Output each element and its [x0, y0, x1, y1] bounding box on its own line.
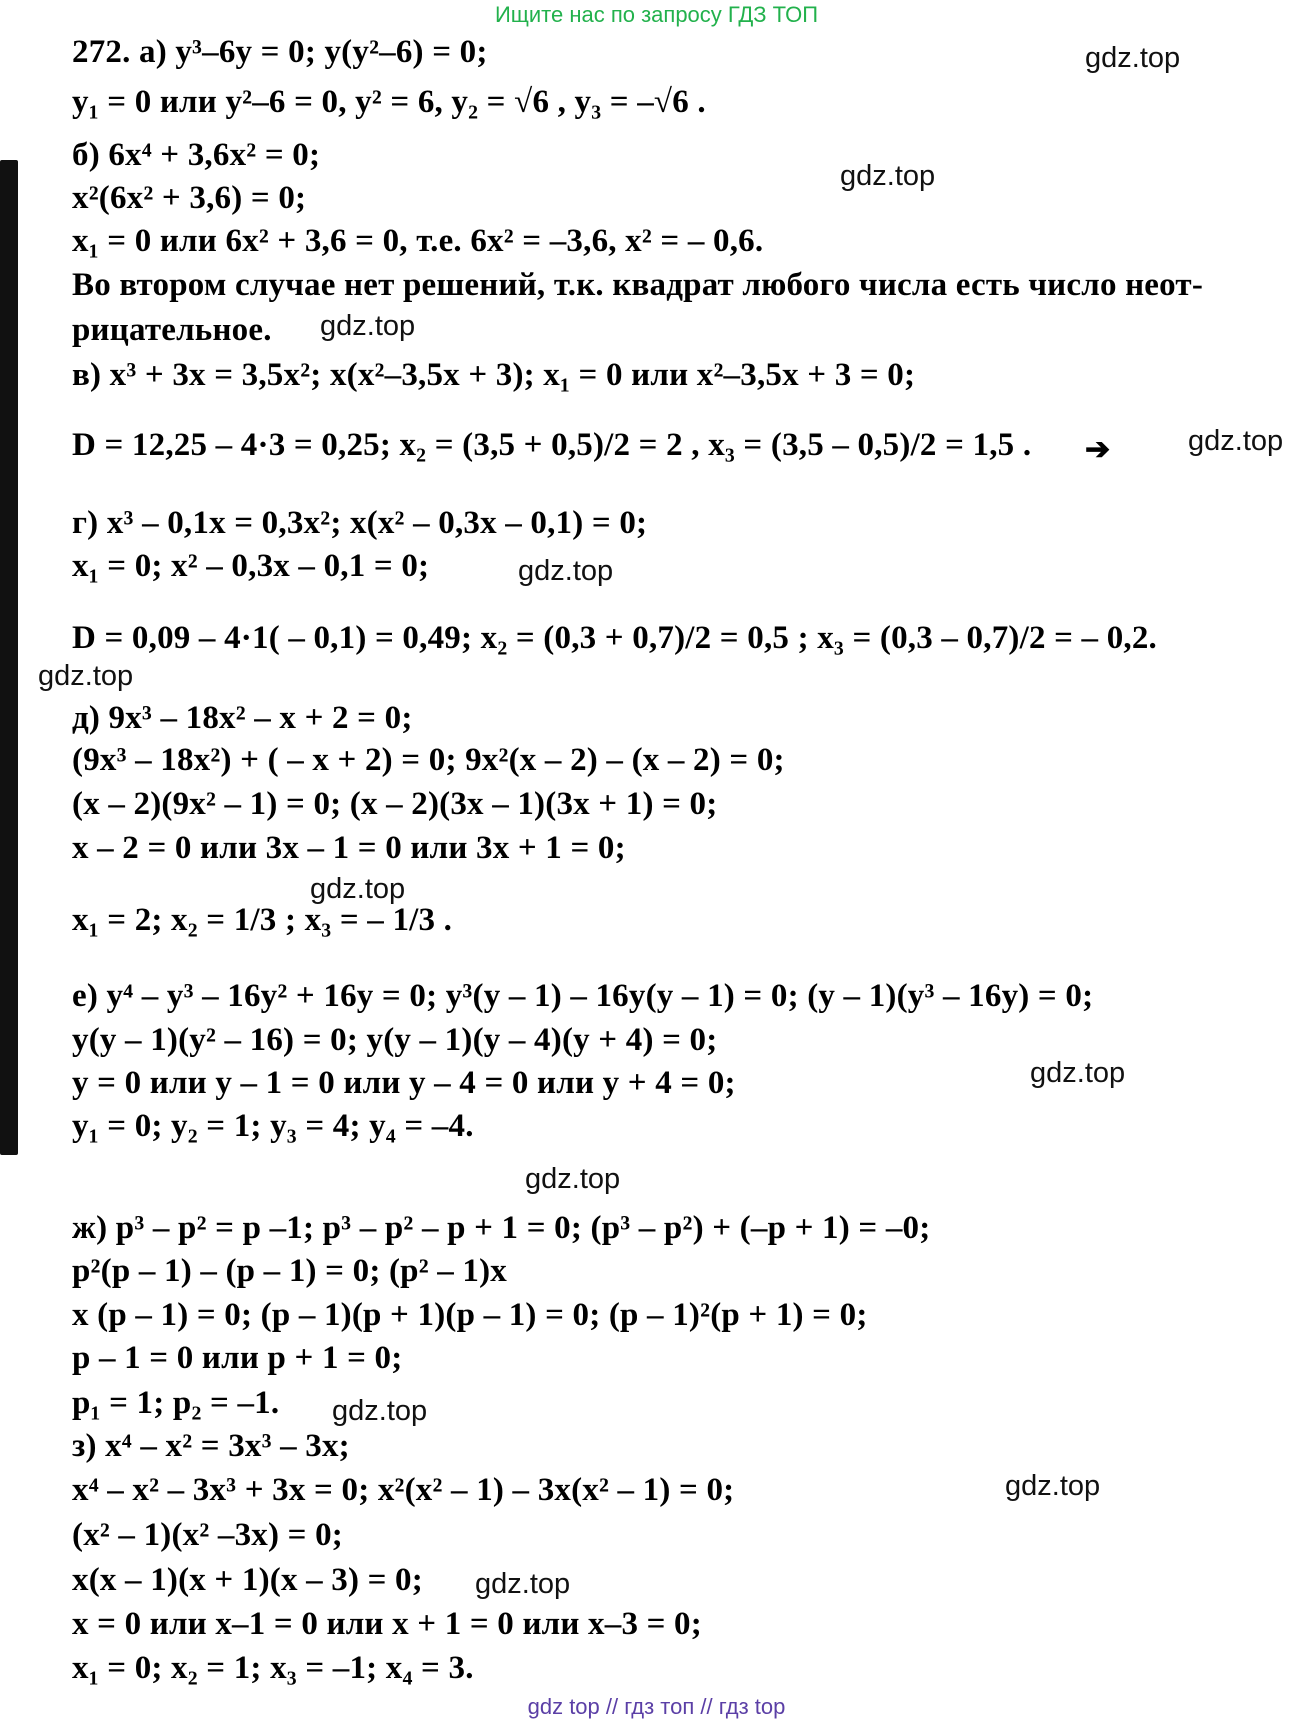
text-line: в) x³ + 3x = 3,5x²; x(x²–3,5x + 3); x₁ = 0 или x²–3,5x + 3 = 0; — [72, 357, 916, 393]
text-line: x₁ = 2; x₂ = 1/3 ; x₃ = – 1/3 . — [72, 902, 453, 938]
text-line: p – 1 = 0 или p + 1 = 0; — [72, 1340, 403, 1376]
watermark: gdz.top — [518, 555, 614, 587]
watermark: gdz.top — [475, 1568, 571, 1600]
text-line: x₁ = 0; x² – 0,3x – 0,1 = 0; — [72, 548, 430, 584]
text-line: x₁ = 0 или 6x² + 3,6 = 0, т.е. 6x² = –3,6, x² = – 0,6. — [72, 223, 764, 259]
top-banner[interactable]: Ищите нас по запросу ГДЗ ТОП — [494, 2, 819, 27]
text-line: (9x³ – 18x²) + ( – x + 2) = 0; 9x²(x – 2) – (x – 2) = 0; — [72, 742, 785, 778]
text-line: x₁ = 0; x₂ = 1; x₃ = –1; x₄ = 3. — [72, 1650, 474, 1686]
watermark: gdz.top — [525, 1163, 621, 1195]
text-line: D = 0,09 – 4·1( – 0,1) = 0,49; x₂ = (0,3 + 0,7)/2 = 0,5 ; x₃ = (0,3 – 0,7)/2 = – 0,2. — [72, 620, 1158, 656]
watermark: gdz.top — [310, 873, 406, 905]
text-line: y₁ = 0; y₂ = 1; y₃ = 4; y₄ = –4. — [72, 1108, 474, 1144]
text-line: x = 0 или x–1 = 0 или x + 1 = 0 или x–3 = 0; — [72, 1606, 702, 1642]
text-line: з) x⁴ – x² = 3x³ – 3x; — [72, 1428, 350, 1464]
text-line: (x² – 1)(x² –3x) = 0; — [72, 1517, 343, 1553]
text-line: x (p – 1) = 0; (p – 1)(p + 1)(p – 1) = 0; (p – 1)²(p + 1) = 0; — [72, 1297, 868, 1333]
watermark: gdz.top — [840, 160, 936, 192]
pen-mark-icon: ➔ — [1085, 433, 1111, 466]
text-line: д) 9x³ – 18x² – x + 2 = 0; — [72, 700, 413, 736]
text-line: p²(p – 1) – (p – 1) = 0; (p² – 1)x — [72, 1253, 507, 1289]
text-line: y(y – 1)(y² – 16) = 0; y(y – 1)(y – 4)(y + 4) = 0; — [72, 1022, 718, 1058]
text-line: x – 2 = 0 или 3x – 1 = 0 или 3x + 1 = 0; — [72, 830, 626, 866]
text-line: Во втором случае нет решений, т.к. квадрат любого числа есть число неот- — [72, 267, 1204, 303]
text-line: p₁ = 1; p₂ = –1. — [72, 1385, 280, 1421]
watermark: gdz.top — [1085, 42, 1181, 74]
text-line: б) 6x⁴ + 3,6x² = 0; — [72, 137, 321, 173]
watermark: gdz.top — [320, 310, 416, 342]
footer-links[interactable]: gdz top // гдз топ // гдз top — [527, 1694, 786, 1719]
text-line: D = 12,25 – 4·3 = 0,25; x₂ = (3,5 + 0,5)/2 = 2 , x₃ = (3,5 – 0,5)/2 = 1,5 . — [72, 427, 1032, 463]
text-line: рицательное. — [72, 312, 272, 348]
text-line: (x – 2)(9x² – 1) = 0; (x – 2)(3x – 1)(3x + 1) = 0; — [72, 786, 718, 822]
text-line: x(x – 1)(x + 1)(x – 3) = 0; — [72, 1562, 423, 1598]
watermark: gdz.top — [1188, 425, 1284, 457]
text-line: x⁴ – x² – 3x³ + 3x = 0; x²(x² – 1) – 3x(x² – 1) = 0; — [72, 1472, 735, 1508]
watermark: gdz.top — [38, 660, 134, 692]
scan-edge-bar — [0, 160, 18, 1155]
watermark: gdz.top — [332, 1395, 428, 1427]
watermark: gdz.top — [1030, 1057, 1126, 1089]
text-line: ж) p³ – p² = p –1; p³ – p² – p + 1 = 0; (p³ – p²) + (–p + 1) = –0; — [72, 1210, 931, 1246]
text-line: x²(6x² + 3,6) = 0; — [72, 180, 307, 216]
text-line: y = 0 или y – 1 = 0 или y – 4 = 0 или y + 4 = 0; — [72, 1065, 736, 1101]
text-line: y₁ = 0 или y²–6 = 0, y² = 6, y₂ = √6 , y₃ = –√6 . — [72, 84, 706, 120]
text-line: 272. а) y³–6y = 0; y(y²–6) = 0; — [72, 34, 488, 70]
watermark: gdz.top — [1005, 1470, 1101, 1502]
text-line: е) y⁴ – y³ – 16y² + 16y = 0; y³(y – 1) – 16y(y – 1) = 0; (y – 1)(y³ – 16y) = 0; — [72, 978, 1094, 1014]
text-line: г) x³ – 0,1x = 0,3x²; x(x² – 0,3x – 0,1) = 0; — [72, 505, 648, 541]
